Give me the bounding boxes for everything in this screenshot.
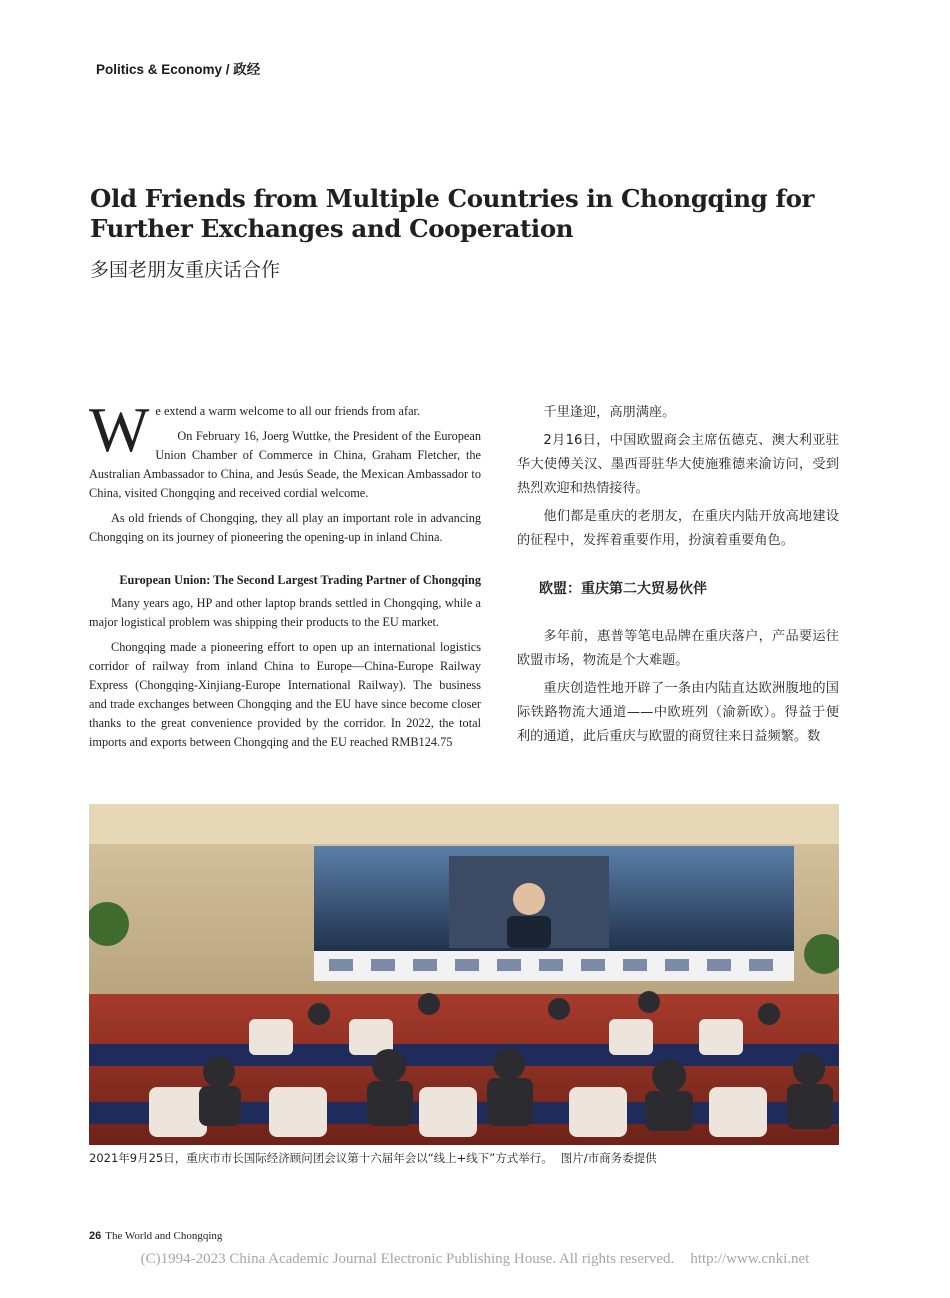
chinese-subheading: 欧盟：重庆第二大贸易伙伴	[539, 581, 707, 597]
page-number: 26	[89, 1230, 102, 1242]
conference-photo	[89, 804, 839, 1145]
chinese-paragraph-4: 多年前，惠普等笔电品牌在重庆落户，产品要运往欧盟市场，物流是个大难题。	[517, 629, 839, 668]
photo-credit: 图片/市商务委提供	[560, 1151, 657, 1165]
caption-text: 2021年9月25日，重庆市市长国际经济顾问团会议第十六届年会以“线上+线下”方式举行。	[89, 1151, 553, 1165]
chinese-paragraph-3: 他们都是重庆的老朋友，在重庆内陆开放高地建设的征程中，发挥着重要作用，扮演着重要角色。	[517, 509, 839, 548]
drop-cap: W	[89, 394, 150, 465]
copyright-text: (C)1994-2023 China Academic Journal Electronic Publishing House. All rights reserved.	[140, 1251, 675, 1267]
english-paragraph-1: We extend a warm welcome to all our friends from afar.	[89, 394, 421, 465]
page-footer	[89, 1230, 222, 1242]
article-title-english: Old Friends from Multiple Countries in Chongqing for Further Exchanges and Cooperation	[90, 184, 815, 243]
journal-name: The World and Chongqing	[105, 1230, 223, 1242]
english-column	[89, 394, 481, 758]
chinese-paragraph-1: 千里逢迎，高朋满座。	[543, 405, 676, 420]
english-paragraph-4: Many years ago, HP and other laptop brands settled in Chongqing, while a major logistical problem was shipping their products to the EU market.	[89, 596, 481, 629]
english-paragraph-5: Chongqing made a pioneering effort to open up an international logistics corridor of railway from inland China to Europe—China-Europe Railway Express (Chongqing-Xinjiang-Europe International Railway). The business and trade exchanges between Chongqing and the EU have since become closer thanks to the great convenience provided by the corridor. In 2022, the total imports and exports between Chongqing and the EU reached RMB124.75	[89, 640, 481, 749]
chinese-paragraph-2: 2月16日，中国欧盟商会主席伍德克、澳大利亚驻华大使傅关汉、墨西哥驻华大使施雅德来渝访问，受到热烈欢迎和热情接待。	[517, 433, 839, 496]
english-paragraph-3: As old friends of Chongqing, they all play an important role in advancing Chongqing on its journey of pioneering the opening-up in inland China.	[89, 511, 481, 544]
conference-photo-illustration	[89, 804, 839, 1145]
article-title-chinese: 多国老朋友重庆话合作	[90, 259, 281, 281]
photo-caption	[89, 1150, 657, 1166]
english-subheading: European Union: The Second Largest Trading Partner of Chongqing	[119, 573, 481, 587]
copyright-notice	[0, 1251, 950, 1268]
cnki-url[interactable]: http://www.cnki.net	[690, 1251, 810, 1267]
section-tag: Politics & Economy / 政经	[96, 62, 261, 77]
english-paragraph-2: On February 16, Joerg Wuttke, the President of the European Union Chamber of Commerce in China, Graham Fletcher, the Australian Ambassador to China, and Jesús Seade, the Mexican Ambassador to China, visited Chongqing and received cordial welcome.	[89, 429, 481, 500]
chinese-paragraph-5: 重庆创造性地开辟了一条由内陆直达欧洲腹地的国际铁路物流大通道——中欧班列（渝新欧）。得益于便利的通道，此后重庆与欧盟的商贸往来日益频繁。数	[517, 681, 839, 744]
chinese-column	[517, 401, 839, 753]
